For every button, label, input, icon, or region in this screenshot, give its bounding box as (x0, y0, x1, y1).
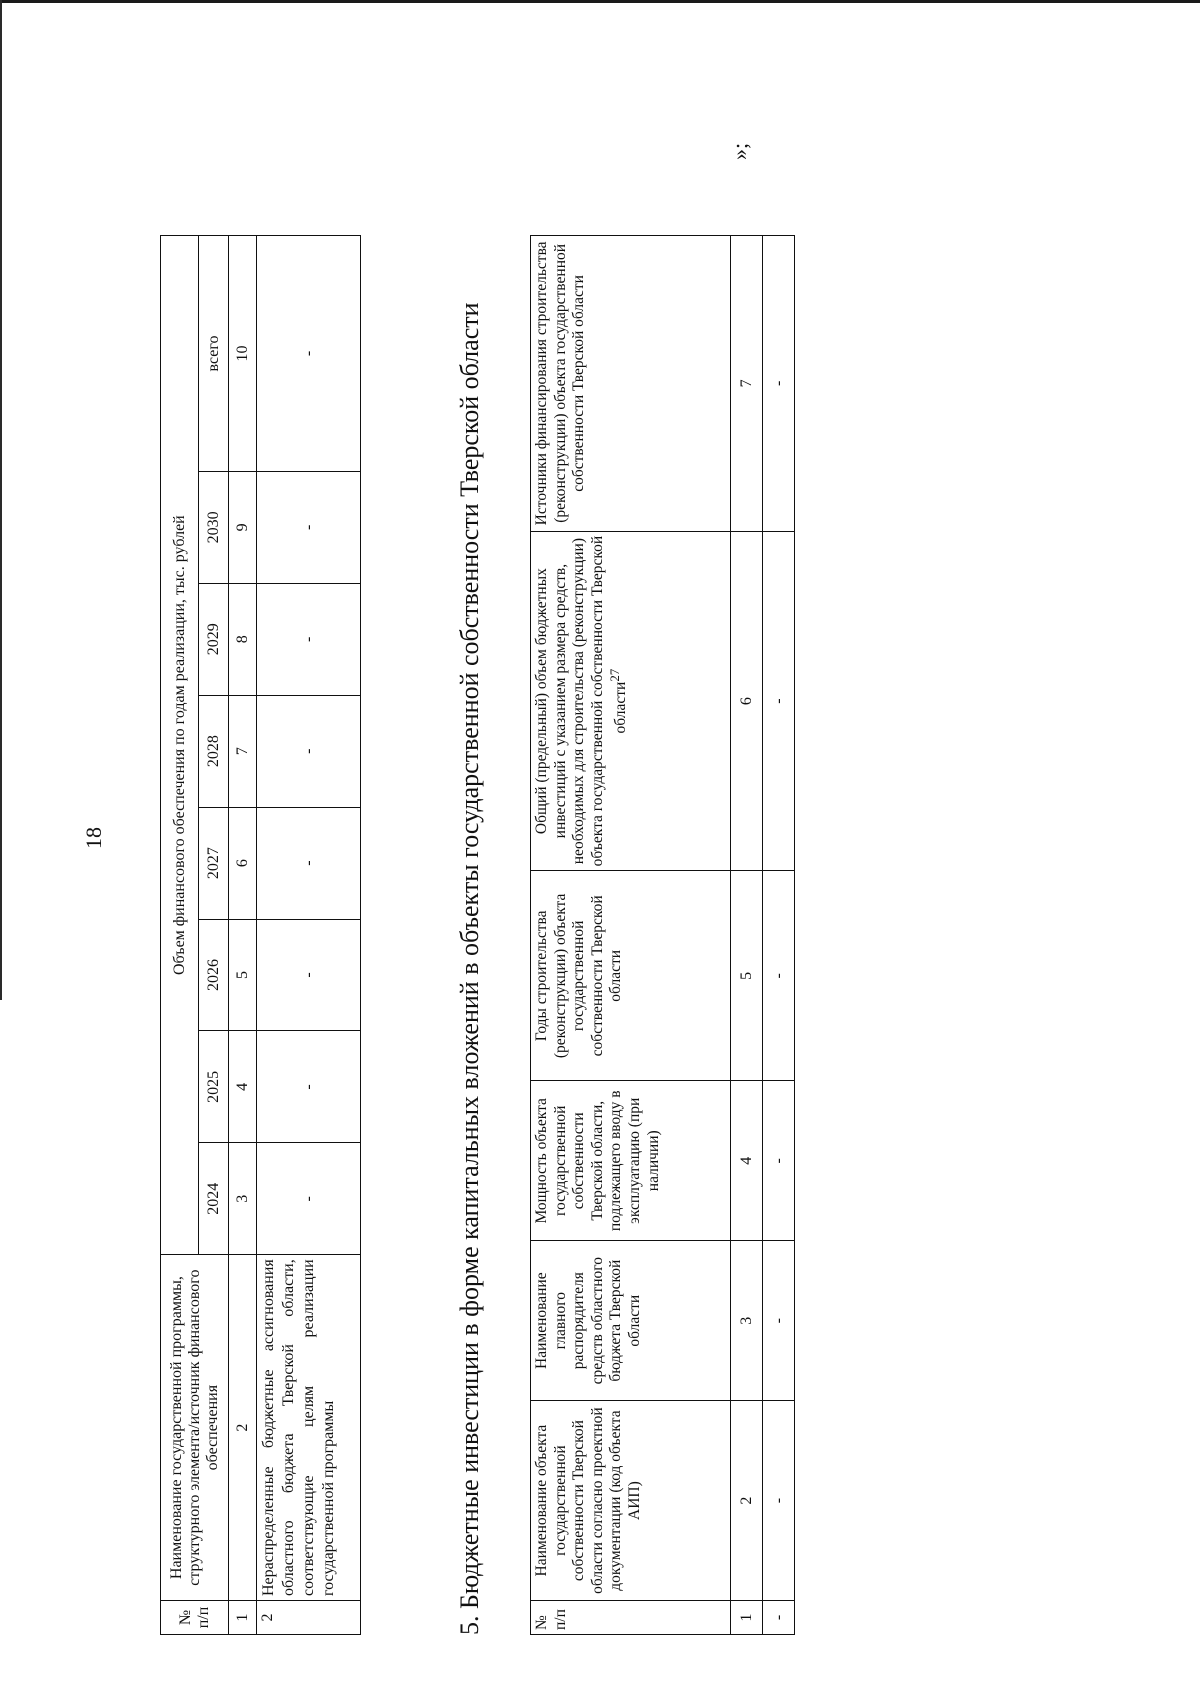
index-cell: 1 (731, 1601, 763, 1635)
financing-table (160, 235, 361, 1635)
total-header: всего (199, 236, 229, 472)
value-cell: - (257, 236, 361, 472)
index-cell: 6 (229, 807, 257, 919)
col-num-header: № п/п (161, 1601, 229, 1635)
investment-volume-header (531, 531, 731, 871)
year-header: 2029 (199, 583, 229, 695)
scan-border-top (0, 0, 1200, 3)
construction-years-header: Годы строительства (реконструкции) объекта государственной собственности Тверской области (531, 871, 731, 1081)
index-cell: 8 (229, 583, 257, 695)
funding-sources-header: Источники финансирования строительства (реконструкции) объекта государственной собственности Тверской области (531, 236, 731, 532)
table-row (763, 236, 795, 1635)
index-cell: 2 (731, 1401, 763, 1601)
index-cell: 5 (229, 919, 257, 1031)
row-num: 2 (257, 1601, 361, 1635)
object-name-header: Наименование объекта государственной собственности Тверской области согласно проектной документации (код объекта АИП) (531, 1401, 731, 1601)
scan-border-left (0, 0, 2, 1000)
section-heading: 5. Бюджетные инвестиции в форме капитальных вложений в объекты государственной собственности Тверской области (455, 302, 484, 1635)
value-cell: - (257, 1031, 361, 1143)
value-cell: - (257, 471, 361, 583)
empty-cell: - (763, 1081, 795, 1241)
index-cell: 2 (229, 1255, 257, 1601)
empty-cell: - (763, 531, 795, 871)
value-cell: - (257, 695, 361, 807)
year-header: 2030 (199, 471, 229, 583)
index-cell: 9 (229, 471, 257, 583)
group-header: Объем финансового обеспечения по годам реализации, тыс. рублей (161, 236, 199, 1255)
value-cell: - (257, 807, 361, 919)
row-name: Нераспределенные бюджетные ассигнования областного бюджета Тверской области, соответствующие целям реализации государственной программы (257, 1255, 361, 1601)
year-header: 2028 (199, 695, 229, 807)
value-cell: - (257, 1143, 361, 1255)
empty-cell: - (763, 1601, 795, 1635)
col-name-header: Наименование государственной программы, структурного элемента/источник финансового обеспечения (161, 1255, 229, 1601)
index-cell: 5 (731, 871, 763, 1081)
index-cell: 7 (229, 695, 257, 807)
table-row (257, 236, 361, 1635)
capital-investment-table (530, 235, 795, 1635)
index-cell: 4 (731, 1081, 763, 1241)
index-cell: 3 (731, 1241, 763, 1401)
index-cell: 6 (731, 531, 763, 871)
manager-header: Наименование главного распорядителя средств областного бюджета Тверской области (531, 1241, 731, 1401)
index-cell: 4 (229, 1031, 257, 1143)
empty-cell: - (763, 871, 795, 1081)
index-cell: 1 (229, 1601, 257, 1635)
page-number: 18 (81, 827, 106, 849)
col-num-header: № п/п (531, 1601, 731, 1635)
closing-mark: »; (727, 142, 752, 160)
value-cell: - (257, 919, 361, 1031)
year-header: 2026 (199, 919, 229, 1031)
investment-volume-text: Общий (предельный) объем бюджетных инвестиций с указанием размера средств, необходимых для строительства (реконструкции) объекта государственной собственности Тверской области (533, 535, 630, 867)
index-cell: 7 (731, 236, 763, 532)
capacity-header: Мощность объекта государственной собственности Тверской области, подлежащего вводу в эксплуатацию (при наличии) (531, 1081, 731, 1241)
value-cell: - (257, 583, 361, 695)
rotated-page-content (160, 55, 800, 1635)
footnote-ref: 27 (607, 668, 623, 682)
index-cell: 10 (229, 236, 257, 472)
year-header: 2024 (199, 1143, 229, 1255)
empty-cell: - (763, 1401, 795, 1601)
empty-cell: - (763, 1241, 795, 1401)
year-header: 2025 (199, 1031, 229, 1143)
empty-cell: - (763, 236, 795, 532)
year-header: 2027 (199, 807, 229, 919)
index-cell: 3 (229, 1143, 257, 1255)
